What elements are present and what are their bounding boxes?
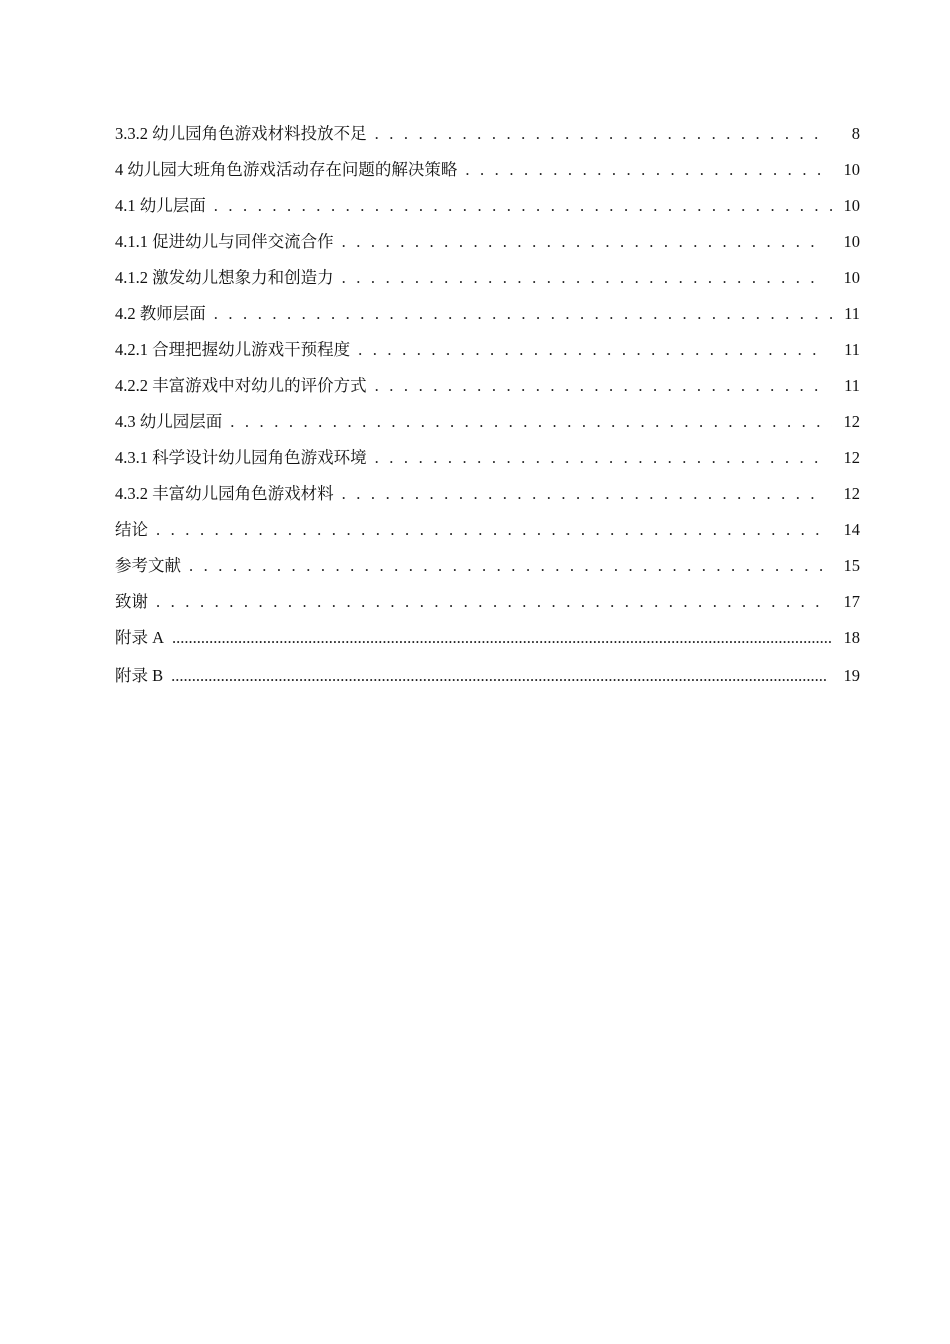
toc-entry-page: 10 [843, 160, 860, 179]
toc-entry-title: 4.2.2 丰富游戏中对幼儿的评价方式 [115, 376, 367, 395]
toc-entry[interactable] [115, 440, 860, 476]
toc-entry-page: 12 [843, 484, 860, 503]
toc-entry-title: 4.1.1 促进幼儿与同伴交流合作 [115, 232, 334, 251]
toc-entry-title: 4 幼儿园大班角色游戏活动存在问题的解决策略 [115, 160, 458, 179]
toc-entry-title: 4.2 教师层面 [115, 304, 206, 323]
toc-entry[interactable] [115, 656, 860, 695]
toc-dot-leader [375, 368, 826, 404]
toc-dot-leader [156, 512, 826, 548]
toc-dot-leader [189, 548, 826, 584]
toc-entry-title: 参考文献 [115, 556, 181, 575]
toc-entry-title: 致谢 [115, 592, 148, 611]
toc-entry[interactable] [115, 332, 860, 368]
toc-entry-page: 18 [843, 628, 860, 647]
toc-entry[interactable] [115, 116, 860, 152]
toc-entry-page: 10 [843, 196, 860, 215]
toc-dot-leader [156, 584, 826, 620]
toc-entry[interactable] [115, 548, 860, 584]
toc-entry-page: 19 [843, 666, 860, 685]
toc-dot-leader [375, 116, 826, 152]
toc-entry[interactable] [115, 512, 860, 548]
toc-entry-title: 附录 B [115, 666, 164, 685]
toc-entry[interactable] [115, 620, 860, 656]
table-of-contents [115, 116, 860, 695]
toc-dot-leader [214, 188, 832, 224]
toc-entry-page: 12 [843, 412, 860, 431]
toc-entry-title: 结论 [115, 520, 148, 539]
toc-dot-leader [342, 476, 826, 512]
toc-entry-title: 附录 A [115, 628, 165, 647]
toc-entry[interactable] [115, 152, 860, 188]
toc-entry[interactable] [115, 584, 860, 620]
toc-entry[interactable] [115, 260, 860, 296]
toc-entry-page: 11 [844, 376, 860, 395]
toc-entry-title: 4.2.1 合理把握幼儿游戏干预程度 [115, 340, 351, 359]
toc-entry-title: 4.1 幼儿层面 [115, 196, 206, 215]
toc-dot-leader [172, 620, 832, 656]
toc-entry[interactable] [115, 296, 860, 332]
toc-entry-page: 17 [843, 592, 860, 611]
toc-entry[interactable] [115, 224, 860, 260]
toc-entry[interactable] [115, 404, 860, 440]
toc-entry-page: 14 [843, 520, 860, 539]
toc-dot-leader [214, 296, 832, 332]
toc-dot-leader [342, 224, 826, 260]
toc-dot-leader [342, 260, 826, 296]
toc-entry-title: 3.3.2 幼儿园角色游戏材料投放不足 [115, 124, 367, 143]
toc-dot-leader [358, 332, 826, 368]
toc-entry-title: 4.3.1 科学设计幼儿园角色游戏环境 [115, 448, 367, 467]
toc-entry-title: 4.3.2 丰富幼儿园角色游戏材料 [115, 484, 334, 503]
toc-entry-title: 4.1.2 激发幼儿想象力和创造力 [115, 268, 334, 287]
toc-dot-leader [375, 440, 826, 476]
toc-entry-page: 8 [851, 124, 860, 143]
toc-dot-leader [171, 656, 826, 695]
toc-entry-page: 11 [844, 340, 860, 359]
toc-entry-title: 4.3 幼儿园层面 [115, 412, 223, 431]
toc-dot-leader [230, 404, 832, 440]
toc-entry[interactable] [115, 476, 860, 512]
toc-entry-page: 10 [843, 268, 860, 287]
toc-entry[interactable] [115, 368, 860, 404]
toc-entry-page: 10 [843, 232, 860, 251]
toc-entry-page: 12 [843, 448, 860, 467]
toc-entry-page: 15 [843, 556, 860, 575]
toc-entry-page: 11 [844, 304, 860, 323]
toc-entry[interactable] [115, 188, 860, 224]
toc-dot-leader [465, 152, 826, 188]
